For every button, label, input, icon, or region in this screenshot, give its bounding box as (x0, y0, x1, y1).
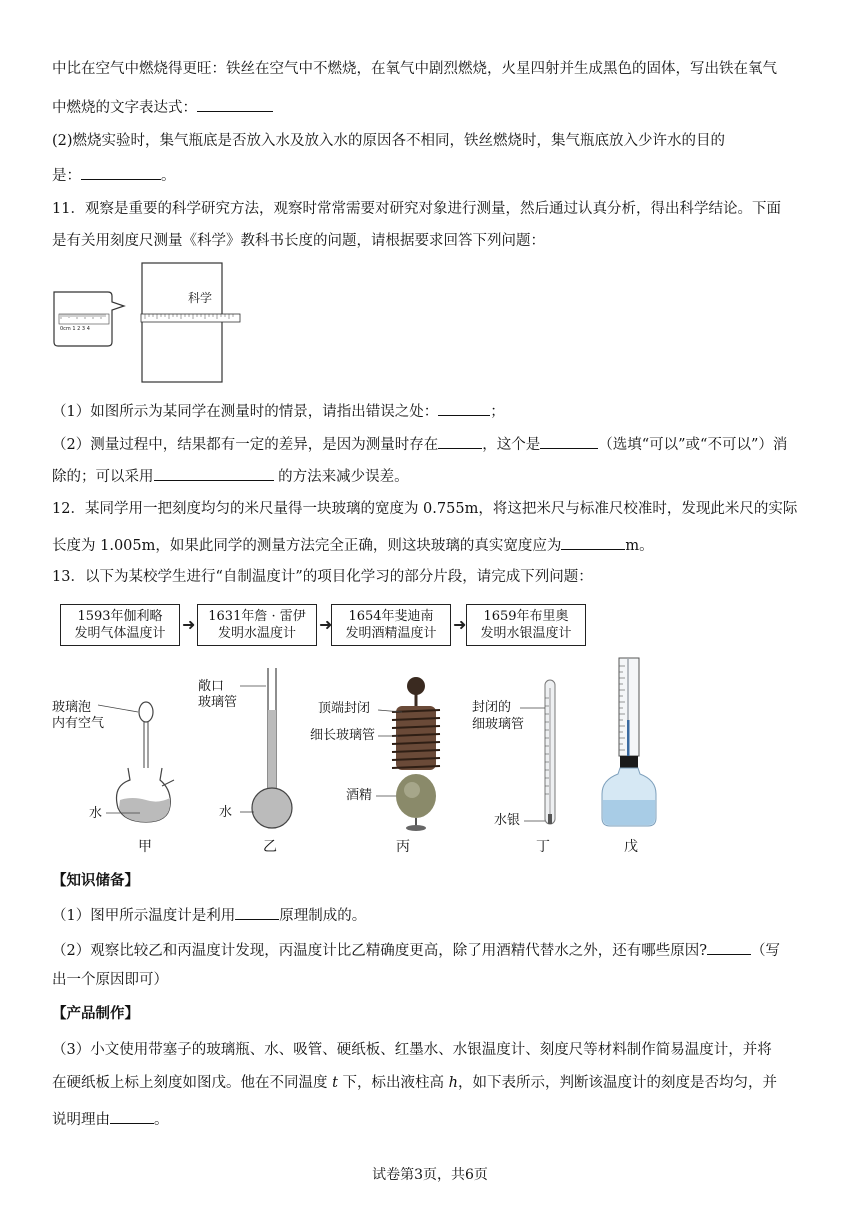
text-line-4 (52, 163, 176, 186)
arrow-right-icon: ➜ (182, 615, 196, 634)
question-13-part-3-line-2 (52, 1073, 777, 1093)
question-13-part-3-line-1: （3）小文使用带塞子的玻璃瓶、水、吸管、硬纸板、红墨水、水银温度计、刻度尺等材料制作简易温度计，并将 (52, 1042, 772, 1058)
q13-part-3-text-d: 说明理由 (52, 1112, 110, 1128)
section-production: 【产品制作】 (52, 1005, 139, 1022)
caption-ding: 丁 (536, 839, 550, 855)
timeline-2-line-1: 1631年詹 · 雷伊 (208, 609, 306, 624)
question-13-part-3-line-3 (52, 1107, 169, 1130)
thermometer-wu (602, 658, 656, 826)
caption-bing: 丙 (396, 839, 410, 855)
label-jia-bulb-2: 内有空气 (52, 716, 105, 731)
thermometer-yi (240, 668, 292, 828)
answer-blank (438, 399, 490, 416)
caption-jia: 甲 (138, 839, 152, 855)
var-t: t (332, 1075, 338, 1091)
label-bing-tube: 细长玻璃管 (310, 728, 376, 743)
ruler-tick-labels: 0cm 1 2 3 4 (60, 326, 90, 332)
q11-part-2-text-a: （2）测量过程中，结果都有一定的差异，是因为测量时存在 (52, 437, 439, 453)
question-13-part-2 (52, 938, 780, 961)
q11-part-2-text-d: 除的；可以采用 (52, 469, 154, 485)
timeline-box-4 (466, 604, 586, 646)
q13-part-2-end: （写 (751, 943, 780, 959)
label-ding-tube-1: 封闭的 (472, 700, 512, 715)
q13-part-2-text: （2）观察比较乙和丙温度计发现，丙温度计比乙精确度更高，除了用酒精代替水之外，还有哪些原因? (52, 943, 707, 959)
q12-text: 长度为 1.005m，如果此同学的测量方法完全正确，则这块玻璃的真实宽度应为 (52, 538, 562, 554)
label-ding-tube-2: 细玻璃管 (472, 717, 525, 732)
question-11-line-1: 11．观察是重要的科学研究方法，观察时常常需要对研究对象进行测量，然后通过认真分析，得出科学结论。下面 (52, 201, 781, 217)
caption-yi: 乙 (263, 839, 277, 855)
ruler-measurement-figure (52, 262, 252, 384)
page-footer: 试卷第3页，共6页 (372, 1167, 488, 1183)
q11-part-1-end: ； (490, 404, 505, 420)
question-13-intro: 13．以下为某校学生进行“自制温度计”的项目化学习的部分片段，请完成下列问题： (52, 569, 593, 585)
thermometer-figures (0, 650, 860, 832)
text-line-2 (52, 95, 273, 118)
question-11-part-1 (52, 399, 505, 422)
timeline-4-line-2: 发明水银温度计 (480, 626, 572, 641)
caption-wu: 戊 (624, 839, 638, 855)
timeline-1-line-1: 1593年伽利略 (77, 609, 163, 624)
answer-blank (707, 938, 751, 955)
label-yi-water: 水 (219, 805, 233, 820)
label-bing-alcohol: 酒精 (346, 788, 373, 803)
timeline-box-1 (60, 604, 180, 646)
q11-part-1-text: （1）如图所示为某同学在测量时的情景，请指出错误之处： (52, 404, 439, 420)
question-12-line-1: 12．某同学用一把刻度均匀的米尺量得一块玻璃的宽度为 0.755m，将这把米尺与标准尺校准时，发现此米尺的实际 (52, 501, 798, 517)
arrow-right-icon: ➜ (453, 615, 467, 634)
section-knowledge: 【知识储备】 (52, 872, 139, 889)
question-11-line-2: 是有关用刻度尺测量《科学》教科书长度的问题，请根据要求回答下列问题： (52, 233, 545, 249)
line-4-text: 是： (52, 168, 81, 184)
label-jia-bulb-1: 玻璃泡 (52, 700, 92, 715)
timeline-2-line-2: 发明水温度计 (217, 626, 296, 641)
arrow-right-icon: ➜ (319, 615, 333, 634)
answer-blank (154, 464, 274, 481)
thermometer-bing (376, 677, 440, 831)
q13-part-3-text-b: 下，标出液柱高 (337, 1075, 449, 1091)
book-label: 科学 (187, 291, 213, 305)
question-11-part-2-cont (52, 464, 409, 487)
answer-blank (540, 432, 598, 449)
label-yi-tube-1: 敞口 (198, 679, 225, 694)
answer-blank (197, 95, 273, 112)
question-13-part-2-cont: 出一个原因即可） (52, 972, 168, 988)
q11-part-2-text-b: ，这个是 (482, 437, 541, 453)
timeline-box-3 (331, 604, 451, 646)
question-12-line-2 (52, 533, 654, 556)
label-yi-tube-2: 玻璃管 (198, 695, 238, 710)
question-11-part-2 (52, 432, 787, 455)
label-ding-mercury: 水银 (494, 813, 521, 828)
text-line-3: (2)燃烧实验时，集气瓶底是否放入水及放入水的原因各不相同，铁丝燃烧时，集气瓶底放入少许水的目的 (52, 133, 726, 149)
q13-part-1-end: 原理制成的。 (279, 908, 367, 924)
q13-part-3-text-a: 在硬纸板上标上刻度如图戊。他在不同温度 (52, 1075, 333, 1091)
line-2-text: 中燃烧的文字表达式： (52, 100, 197, 116)
answer-blank (110, 1107, 154, 1124)
thermometer-ding (520, 680, 555, 824)
timeline-4-line-1: 1659年布里奥 (483, 609, 569, 624)
q11-part-2-text-c: （选填“可以”或“不可以”）消 (598, 437, 788, 453)
q13-part-1-text: （1）图甲所示温度计是利用 (52, 908, 236, 924)
q13-part-3-text-c: ，如下表所示，判断该温度计的刻度是否均匀，并 (458, 1075, 777, 1091)
answer-blank (81, 163, 161, 180)
line-4-end: 。 (161, 168, 176, 184)
q11-part-2-text-e: 的方法来减少误差。 (273, 469, 409, 485)
text-line-1: 中比在空气中燃烧得更旺：铁丝在空气中不燃烧，在氧气中剧烈燃烧，火星四射并生成黑色的固体，写出铁在氧气 (52, 61, 777, 77)
timeline-3-line-2: 发明酒精温度计 (345, 626, 437, 641)
timeline-box-2 (197, 604, 317, 646)
q12-end: m。 (625, 538, 654, 554)
timeline-1-line-2: 发明气体温度计 (74, 626, 166, 641)
timeline-3-line-1: 1654年斐迪南 (348, 609, 434, 624)
q13-part-3-end: 。 (154, 1112, 169, 1128)
answer-blank (561, 533, 625, 550)
label-jia-water: 水 (89, 806, 103, 821)
answer-blank (235, 903, 279, 920)
var-h: h (448, 1075, 458, 1091)
answer-blank (438, 432, 482, 449)
thermometer-jia (98, 702, 174, 822)
question-13-part-1 (52, 903, 366, 926)
label-bing-top: 顶端封闭 (318, 701, 371, 716)
